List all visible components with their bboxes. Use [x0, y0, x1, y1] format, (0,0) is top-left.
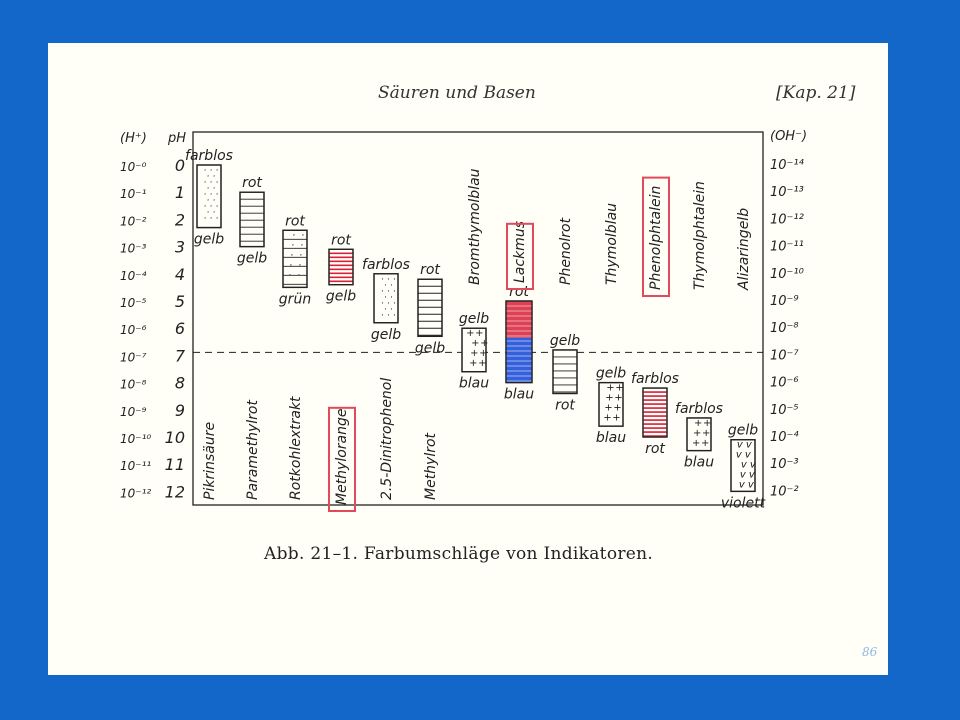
- acid-color-label: farblos: [631, 371, 679, 388]
- pattern-mark: ·: [206, 184, 210, 194]
- pattern-mark: ·: [203, 214, 207, 224]
- pattern-mark: ·: [383, 304, 387, 315]
- pattern-mark: +: [605, 392, 614, 404]
- pattern-mark: ·: [209, 166, 213, 176]
- ph-tick-label: 1: [174, 183, 185, 203]
- base-color-label: gelb: [325, 288, 357, 305]
- pattern-mark: ·: [290, 250, 294, 262]
- ph-tick-label: 12: [164, 482, 185, 502]
- oh-conc-tick-label: 10⁻⁵: [770, 402, 799, 418]
- pattern-mark: +: [614, 392, 623, 404]
- acid-color-label: farblos: [185, 148, 233, 164]
- pattern-mark: ·: [209, 202, 213, 212]
- pattern-mark: +: [606, 382, 615, 394]
- h-conc-tick-label: 10⁻¹²: [120, 486, 152, 501]
- ph-tick-label: 4: [174, 264, 185, 284]
- figure-caption: Abb. 21–1. Farbumschläge von Indikatoren.: [264, 544, 654, 564]
- pattern-mark: ·: [386, 286, 390, 297]
- indicator-name-lackmus: Lackmus: [512, 221, 528, 283]
- pattern-mark: ·: [383, 280, 387, 291]
- oh-conc-tick-label: 10⁻³: [770, 457, 799, 473]
- h-conc-tick-label: 10⁻⁴: [120, 268, 147, 283]
- pattern-mark: v: [747, 479, 754, 491]
- base-color-label: blau: [595, 430, 627, 447]
- acid-color-label: gelb: [549, 332, 581, 349]
- indicator-name-methylrot: Methylrot: [423, 432, 439, 500]
- ph-tick-label: 9: [174, 400, 185, 420]
- indicator-name-bromthymolblau: Bromthymolblau: [467, 168, 483, 285]
- ph-tick-label: 3: [174, 237, 185, 257]
- base-color-label: gelb: [193, 231, 225, 248]
- pattern-mark: ·: [386, 274, 390, 285]
- pattern-mark: ·: [392, 310, 396, 321]
- h-conc-tick-label: 10⁻⁵: [120, 296, 147, 310]
- pattern-mark: ·: [389, 292, 393, 303]
- pattern-mark: ·: [389, 304, 393, 315]
- pattern-mark: +: [475, 328, 484, 340]
- pattern-mark: +: [470, 348, 479, 360]
- pattern-mark: ·: [212, 208, 216, 218]
- pattern-mark: +: [701, 427, 711, 439]
- pattern-mark: +: [693, 417, 703, 429]
- pattern-mark: +: [604, 402, 613, 414]
- oh-axis-title: (OH⁻): [770, 129, 808, 144]
- base-color-label: blau: [683, 454, 715, 471]
- ph-tick-label: 11: [164, 455, 185, 475]
- indicator-name-rotkohlextrakt: Rotkohlextrakt: [288, 396, 304, 500]
- base-color-label: gelb: [414, 340, 446, 357]
- pattern-mark: +: [480, 338, 489, 350]
- acid-color-label: rot: [242, 175, 262, 192]
- pattern-mark: ·: [206, 196, 210, 206]
- acid-color-label: rot: [509, 284, 529, 300]
- pattern-mark: ·: [380, 310, 384, 321]
- oh-conc-tick-label: 10⁻¹⁰: [770, 266, 804, 282]
- h-axis-title: (H⁺): [120, 131, 147, 146]
- pattern-mark: ·: [386, 298, 390, 309]
- h-conc-tick-label: 10⁻²: [120, 214, 147, 229]
- oh-conc-tick-label: 10⁻⁹: [770, 294, 799, 309]
- oh-conc-tick-label: 10⁻⁶: [770, 375, 799, 391]
- indicator-name-thymolphtalein: Thymolphtalein: [692, 181, 708, 290]
- acid-color-label: rot: [331, 232, 351, 249]
- pattern-mark: +: [700, 437, 710, 449]
- pattern-mark: ·: [291, 240, 295, 252]
- base-color-label: grün: [278, 291, 312, 308]
- pattern-mark: v: [736, 439, 743, 451]
- pattern-mark: ·: [389, 280, 393, 291]
- pattern-mark: v: [735, 449, 742, 461]
- ph-tick-label: 2: [174, 210, 185, 230]
- acid-color-label: farblos: [675, 400, 723, 417]
- pattern-mark: ·: [203, 202, 207, 212]
- pattern-mark: +: [692, 427, 702, 439]
- base-color-label: blau: [458, 375, 490, 392]
- pattern-mark: v: [744, 449, 751, 461]
- acid-color-label: gelb: [595, 365, 627, 382]
- base-color-label: rot: [645, 441, 665, 457]
- pattern-mark: ·: [215, 178, 219, 188]
- oh-conc-tick-label: 10⁻¹³: [770, 185, 804, 201]
- pattern-mark: ·: [215, 202, 219, 212]
- base-color-label: violett: [720, 495, 766, 512]
- pattern-mark: ·: [203, 190, 207, 200]
- page-header-title: Säuren und Basen: [378, 83, 536, 103]
- pattern-mark: v: [745, 439, 752, 451]
- oh-conc-tick-label: 10⁻¹⁴: [770, 158, 804, 173]
- h-conc-tick-label: 10⁻⁰: [120, 160, 147, 174]
- pattern-mark: v: [739, 469, 746, 481]
- pattern-mark: ·: [288, 270, 292, 282]
- pattern-mark: +: [469, 358, 478, 370]
- pattern-mark: ·: [392, 298, 396, 309]
- pattern-mark: ·: [212, 172, 216, 182]
- pattern-mark: ·: [209, 190, 213, 200]
- indicator-name-methylorange: Methylorange: [334, 408, 350, 505]
- pattern-mark: +: [478, 358, 487, 370]
- pattern-mark: ·: [392, 274, 396, 285]
- pattern-mark: ·: [299, 250, 303, 262]
- pattern-mark: ·: [289, 260, 293, 272]
- pattern-mark: +: [612, 412, 621, 424]
- pattern-mark: +: [479, 348, 488, 360]
- indicator-name-dinitrophenol: 2.5-Dinitrophenol: [379, 377, 395, 500]
- base-color-label: gelb: [236, 250, 268, 267]
- pattern-mark: ·: [380, 286, 384, 297]
- pattern-mark: v: [748, 469, 755, 481]
- pattern-mark: ·: [206, 172, 210, 182]
- pattern-mark: ·: [298, 260, 302, 272]
- base-color-label: rot: [555, 397, 575, 414]
- acid-color-label: rot: [420, 262, 440, 279]
- acid-color-label: gelb: [727, 422, 759, 439]
- range-box-methylorange: [329, 249, 353, 284]
- h-conc-tick-label: 10⁻⁹: [120, 404, 147, 419]
- pattern-mark: +: [613, 402, 622, 414]
- pattern-mark: ·: [215, 190, 219, 200]
- pattern-mark: +: [691, 437, 701, 449]
- indicator-name-pikrinsaeure: Pikrinsäure: [202, 421, 218, 500]
- oh-conc-tick-label: 10⁻¹²: [770, 212, 804, 228]
- pattern-mark: ·: [206, 208, 210, 218]
- h-conc-tick-label: 10⁻⁷: [120, 350, 147, 365]
- indicator-name-alizaringelb: Alizaringelb: [736, 207, 752, 290]
- pattern-mark: ·: [300, 240, 304, 252]
- pattern-mark: +: [471, 338, 480, 350]
- pattern-mark: +: [603, 412, 612, 424]
- pattern-mark: ·: [297, 270, 301, 282]
- pattern-mark: +: [615, 382, 624, 394]
- pattern-mark: ·: [212, 196, 216, 206]
- h-conc-tick-label: 10⁻¹¹: [120, 459, 152, 474]
- ph-tick-label: 10: [164, 428, 185, 447]
- pattern-mark: ·: [383, 292, 387, 303]
- pattern-mark: ·: [209, 178, 213, 188]
- ph-tick-label: 7: [174, 346, 185, 366]
- indicator-name-phenolphtalein: Phenolphtalein: [648, 185, 664, 290]
- pattern-mark: ·: [292, 230, 296, 242]
- h-conc-tick-label: 10⁻¹: [120, 187, 147, 202]
- base-color-label: gelb: [370, 326, 402, 343]
- ph-tick-label: 5: [174, 292, 185, 311]
- pattern-mark: ·: [203, 178, 207, 188]
- ph-tick-label: 6: [174, 319, 185, 339]
- pattern-mark: ·: [209, 214, 213, 224]
- pattern-mark: +: [466, 328, 475, 340]
- range-box-paramethylrot: [240, 192, 264, 246]
- pattern-mark: ·: [380, 298, 384, 309]
- indicator-name-phenolrot: Phenolrot: [558, 217, 574, 285]
- h-conc-tick-label: 10⁻¹⁰: [120, 432, 152, 446]
- pattern-mark: ·: [212, 184, 216, 194]
- oh-conc-tick-label: 10⁻¹¹: [770, 239, 804, 255]
- pattern-mark: ·: [301, 230, 305, 242]
- oh-conc-tick-label: 10⁻⁸: [770, 321, 799, 337]
- indicator-name-thymolblau: Thymolblau: [604, 202, 620, 285]
- page-header-chapter: [Kap. 21]: [776, 83, 856, 103]
- pattern-mark: v: [738, 479, 745, 491]
- oh-conc-tick-label: 10⁻⁴: [770, 430, 799, 445]
- range-box-phenolrot: [553, 350, 577, 394]
- pattern-mark: ·: [386, 310, 390, 321]
- pattern-mark: ·: [203, 166, 207, 176]
- pattern-mark: ·: [215, 166, 219, 176]
- pattern-mark: ·: [392, 286, 396, 297]
- acid-color-label: rot: [285, 213, 305, 230]
- ph-tick-label: 0: [174, 156, 185, 175]
- h-conc-tick-label: 10⁻⁸: [120, 377, 147, 392]
- acid-color-label: gelb: [458, 311, 490, 328]
- ph-tick-label: 8: [174, 373, 185, 393]
- page-number: 86: [862, 645, 878, 659]
- pattern-mark: ·: [380, 274, 384, 285]
- pattern-mark: v: [740, 459, 747, 471]
- base-color-label: blau: [503, 386, 535, 403]
- h-conc-tick-label: 10⁻³: [120, 241, 147, 256]
- pattern-mark: v: [749, 459, 756, 471]
- acid-color-fill: [506, 301, 532, 338]
- pattern-mark: +: [702, 417, 712, 429]
- acid-color-label: farblos: [362, 256, 410, 273]
- indicator-name-paramethylrot: Paramethylrot: [245, 400, 261, 500]
- oh-conc-tick-label: 10⁻²: [770, 484, 799, 500]
- ph-axis-title: pH: [168, 131, 187, 146]
- oh-conc-tick-label: 10⁻⁷: [770, 348, 799, 364]
- pattern-mark: ·: [215, 214, 219, 224]
- h-conc-tick-label: 10⁻⁶: [120, 323, 147, 338]
